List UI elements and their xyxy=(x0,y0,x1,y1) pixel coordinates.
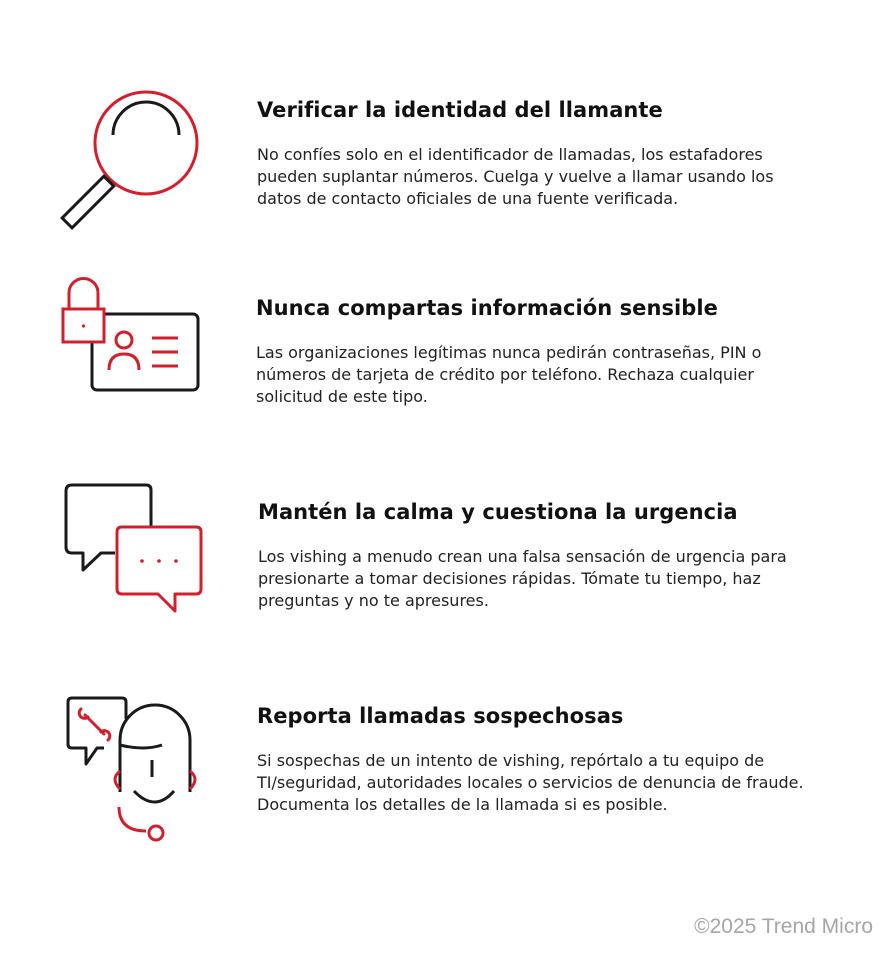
copyright-text: ©2025 Trend Micro xyxy=(694,915,873,938)
tip-title: Verificar la identidad del llamante xyxy=(257,98,663,122)
tip-body: Las organizaciones legítimas nunca pedirán contraseñas, PIN o números de tarjeta de crédito por teléfono. Rechaza cualquier solicitud de este tipo. xyxy=(256,343,762,406)
tip-text xyxy=(257,702,827,816)
tip-title: Nunca compartas información sensible xyxy=(256,296,718,320)
magnifier-icon xyxy=(60,85,210,230)
support-agent-icon xyxy=(64,695,209,845)
tip-body: No confíes solo en el identificador de llamadas, los estafadores pueden suplantar números. Cuelga y vuelve a llamar usando los datos de contacto oficiales de una fuente verificada. xyxy=(257,145,774,208)
tip-body: Los vishing a menudo crean una falsa sensación de urgencia para presionarte a tomar decisiones rápidas. Tómate tu tiempo, haz preguntas y no te apresures. xyxy=(258,547,787,610)
tip-body: Si sospechas de un intento de vishing, repórtalo a tu equipo de TI/seguridad, autoridades locales o servicios de denuncia de fraude. Documenta los detalles de la llamada si es posible. xyxy=(257,751,804,814)
lock-id-card-icon xyxy=(58,276,208,396)
tip-title: Mantén la calma y cuestiona la urgencia xyxy=(258,500,738,524)
tip-title: Reporta llamadas sospechosas xyxy=(257,704,624,728)
chat-bubbles-icon xyxy=(62,482,207,617)
tip-text xyxy=(257,96,827,210)
tip-text xyxy=(256,294,826,408)
tip-text xyxy=(258,498,828,612)
